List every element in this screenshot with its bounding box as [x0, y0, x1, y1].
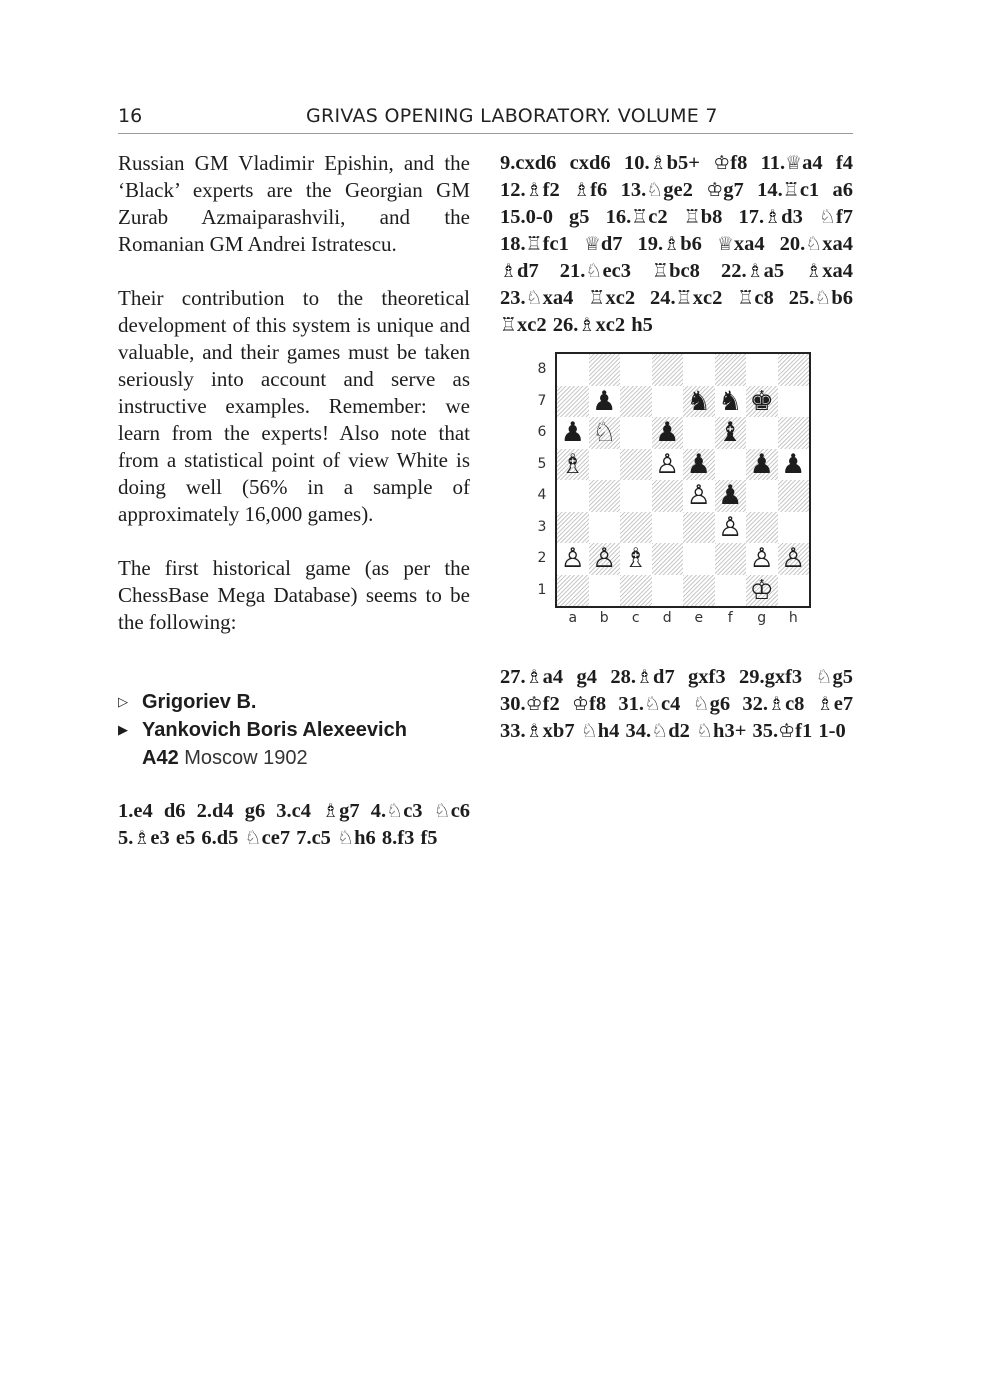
white-pawn-icon: ♙ [718, 511, 743, 543]
square-c5 [620, 449, 652, 481]
square-b2 [589, 543, 621, 575]
rank-label: 2 [537, 550, 547, 566]
square-f3 [715, 512, 747, 544]
black-pawn-icon: ♟ [781, 448, 806, 480]
square-h4 [778, 480, 810, 512]
eco-event-line [118, 744, 478, 772]
square-d2 [652, 543, 684, 575]
left-column [118, 150, 470, 636]
game-header [118, 688, 478, 772]
rank-label: 8 [537, 361, 547, 377]
square-a3 [557, 512, 589, 544]
square-e6 [683, 417, 715, 449]
square-h7 [778, 386, 810, 418]
game-moves-9-26: 9.cxd6 cxd6 10.♗b5+ ♔f8 11.♕a4 f4 12.♗f2 ♗f6 13.♘ge2 ♔g7 14.♖c1 a6 15.0-0 g5 16.♖c2 ♖b8 17.♗d3 ♘f7 18.♖fc1 ♕d7 19.♗b6 ♕xa4 20.♘xa4 ♗d7 21.♘ec3 ♖bc8 22.♗a5 ♗xa4 23.♘xa4 ♖xc2 24.♖xc2 ♖c8 25.♘b6 ♖xc2 26.♗xc2 h5 [500, 152, 854, 336]
square-b8 [589, 354, 621, 386]
square-g4 [746, 480, 778, 512]
game-moves-1-8: 1.e4 d6 2.d4 g6 3.c4 ♗g7 4.♘c3 ♘c6 5.♗e3 e5 6.d5 ♘ce7 7.c5 ♘h6 8.f3 f5 [118, 800, 471, 849]
white-bishop-icon: ♗ [623, 543, 648, 575]
white-knight-icon: ♘ [592, 417, 617, 449]
black-pawn-icon: ♟ [560, 417, 585, 449]
square-c1 [620, 575, 652, 607]
black-king-icon: ♚ [749, 385, 774, 417]
rank-label: 5 [537, 455, 547, 472]
white-pawn-icon: ♙ [655, 448, 680, 480]
square-c2 [620, 543, 652, 575]
white-pawn-icon: ♙ [781, 543, 806, 575]
square-e1 [683, 575, 715, 607]
moves-block-3 [500, 664, 853, 745]
white-king-icon: ♔ [749, 574, 774, 606]
square-a6 [557, 417, 589, 449]
black-triangle-icon: ▶ [118, 722, 128, 737]
square-g5 [746, 449, 778, 481]
rank-label: 7 [537, 392, 547, 409]
white-pawn-icon: ♙ [592, 543, 617, 575]
black-knight-icon: ♞ [718, 385, 743, 417]
file-label: c [631, 610, 640, 626]
white-pawn-icon: ♙ [560, 543, 585, 575]
square-b5 [589, 449, 621, 481]
page-number: 16 [118, 105, 143, 127]
file-label: h [788, 610, 798, 626]
file-label: f [727, 610, 733, 626]
square-e3 [683, 512, 715, 544]
intro-paragraph: Russian GM Vladimir Epishin, and the ‘Black’ experts are the Georgian GM Zurab Azmaiparashvili, and the Romanian GM Andrei Istratescu. [118, 151, 470, 256]
square-a8 [557, 354, 589, 386]
square-a1 [557, 575, 589, 607]
square-c6 [620, 417, 652, 449]
square-c4 [620, 480, 652, 512]
square-c7 [620, 386, 652, 418]
running-title: GRIVAS OPENING LABORATORY. VOLUME 7 [306, 105, 718, 127]
white-pawn-icon: ♙ [749, 543, 774, 575]
header-rule [118, 133, 853, 134]
square-b1 [589, 575, 621, 607]
file-label: d [662, 610, 672, 626]
rank-label: 4 [537, 487, 547, 503]
black-pawn-icon: ♟ [655, 417, 680, 449]
square-e5 [683, 449, 715, 481]
square-g1 [746, 575, 778, 607]
rank-label: 3 [537, 518, 547, 535]
black-pawn-icon: ♟ [718, 480, 743, 512]
square-g3 [746, 512, 778, 544]
square-h2 [778, 543, 810, 575]
file-label: a [568, 610, 578, 626]
square-h5 [778, 449, 810, 481]
right-column [500, 150, 853, 339]
square-d4 [652, 480, 684, 512]
file-label: g [757, 610, 767, 626]
square-d5 [652, 449, 684, 481]
black-player-name: Yankovich Boris Alexeevich [142, 719, 407, 741]
moves-block-1 [118, 798, 470, 852]
square-e2 [683, 543, 715, 575]
square-b4 [589, 480, 621, 512]
chess-board [555, 352, 811, 608]
square-d8 [652, 354, 684, 386]
white-pawn-icon: ♙ [686, 480, 711, 512]
black-pawn-icon: ♟ [592, 385, 617, 417]
white-player-line [118, 688, 478, 716]
square-a5 [557, 449, 589, 481]
event-name: Moscow 1902 [184, 747, 308, 769]
black-bishop-icon: ♝ [718, 417, 743, 449]
black-pawn-icon: ♟ [749, 448, 774, 480]
historical-game-paragraph: The first historical game (as per the ChessBase Mega Database) seems to be the following: [118, 556, 470, 634]
white-bishop-icon: ♗ [560, 448, 585, 480]
square-a2 [557, 543, 589, 575]
square-d3 [652, 512, 684, 544]
square-g8 [746, 354, 778, 386]
black-knight-icon: ♞ [686, 385, 711, 417]
square-f2 [715, 543, 747, 575]
square-c8 [620, 354, 652, 386]
square-f7 [715, 386, 747, 418]
square-g6 [746, 417, 778, 449]
square-e7 [683, 386, 715, 418]
square-e4 [683, 480, 715, 512]
square-b3 [589, 512, 621, 544]
square-b7 [589, 386, 621, 418]
square-g2 [746, 543, 778, 575]
square-f8 [715, 354, 747, 386]
eco-code: A42 [142, 747, 179, 769]
square-g7 [746, 386, 778, 418]
square-d1 [652, 575, 684, 607]
square-f6 [715, 417, 747, 449]
square-d6 [652, 417, 684, 449]
black-pawn-icon: ♟ [686, 448, 711, 480]
white-player-name: Grigoriev B. [142, 691, 257, 713]
square-a4 [557, 480, 589, 512]
square-b6 [589, 417, 621, 449]
rank-label: 6 [537, 424, 547, 440]
square-d7 [652, 386, 684, 418]
square-f5 [715, 449, 747, 481]
game-moves-27-35: 27.♗a4 g4 28.♗d7 gxf3 29.gxf3 ♘g5 30.♔f2 ♔f8 31.♘c4 ♘g6 32.♗c8 ♗e7 33.♗xb7 ♘h4 34.♘d2 ♘h3+ 35.♔f1 1-0 [500, 666, 854, 742]
square-h8 [778, 354, 810, 386]
white-triangle-icon: ▷ [118, 694, 128, 709]
square-c3 [620, 512, 652, 544]
square-f1 [715, 575, 747, 607]
square-h3 [778, 512, 810, 544]
square-h1 [778, 575, 810, 607]
file-label: b [599, 610, 609, 626]
contribution-paragraph: Their contribution to the theoretical development of this system is unique and valuable, and their games must be taken seriously into account and serve as instructive examples. Remember: we learn from the experts! Also note that from a statistical point of view White is doing well (56% in a sample of approximately 16,000 games). [118, 286, 470, 526]
black-player-line [118, 716, 478, 744]
square-a7 [557, 386, 589, 418]
chess-diagram [530, 352, 810, 632]
file-label: e [694, 610, 704, 626]
square-h6 [778, 417, 810, 449]
square-f4 [715, 480, 747, 512]
rank-label: 1 [537, 581, 547, 598]
square-e8 [683, 354, 715, 386]
